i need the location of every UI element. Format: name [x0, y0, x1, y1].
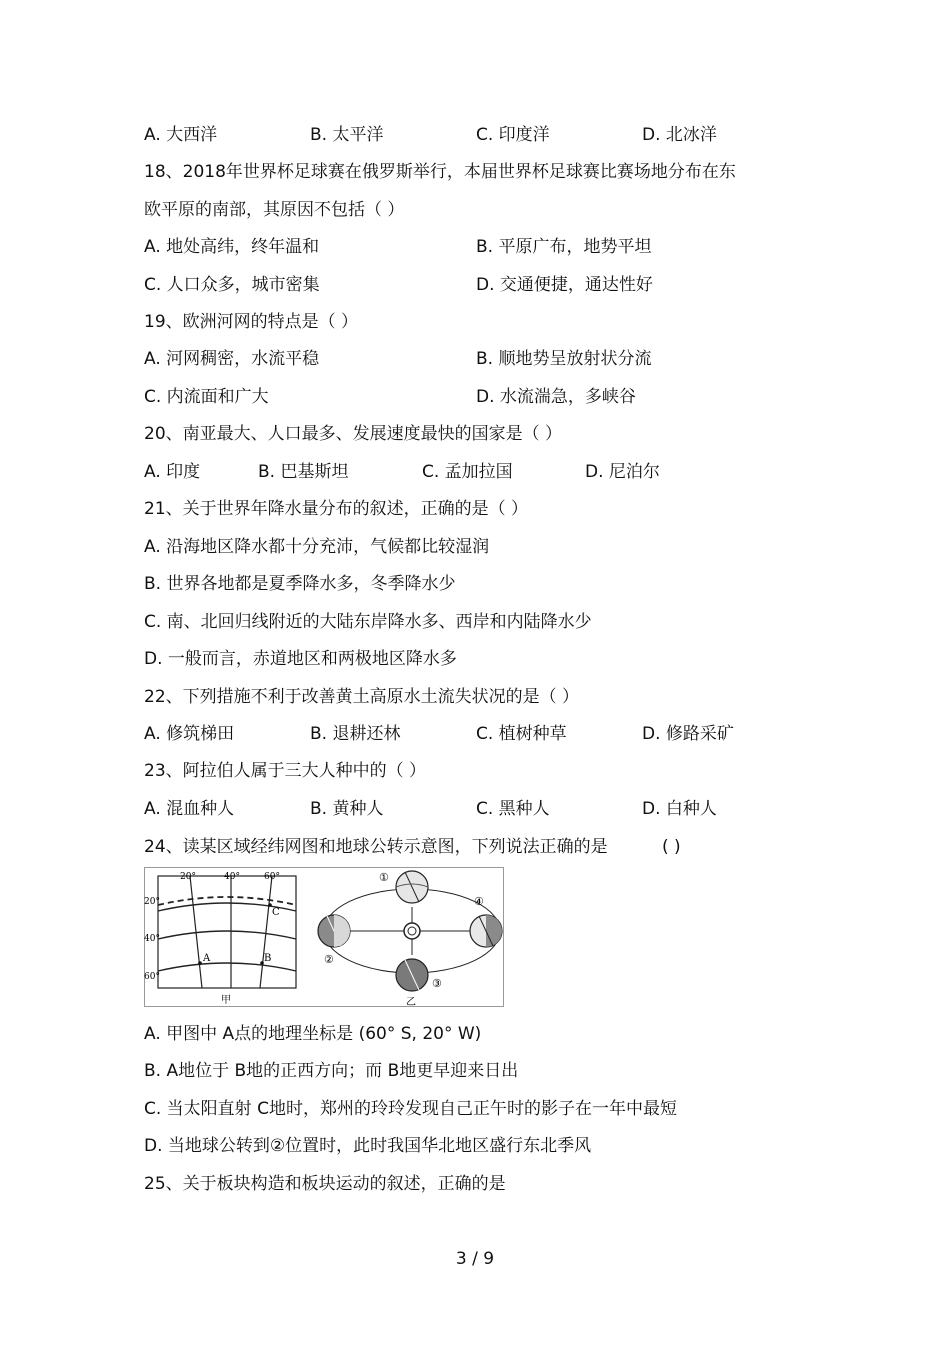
- lon-label-60: 60°: [264, 872, 280, 882]
- q19-option-a: A. 河网稠密，水流平稳: [144, 349, 320, 369]
- q18-option-b: B. 平原广布，地势平坦: [476, 237, 652, 257]
- q18-stem-line2: 欧平原的南部，其原因不包括（ ）: [144, 200, 405, 220]
- caption-jia: 甲: [221, 995, 231, 1006]
- earth-position-2: [318, 915, 350, 947]
- point-c-label: C: [272, 907, 280, 918]
- q23-option-c: C. 黑种人: [476, 799, 550, 819]
- point-a-marker: [198, 961, 202, 965]
- q22-stem: 22、下列措施不利于改善黄土高原水土流失状况的是（ ）: [144, 687, 580, 707]
- q22-option-b: B. 退耕还林: [310, 724, 401, 744]
- q19-option-c: C. 内流面和广大: [144, 387, 269, 407]
- q24-option-b: B. A地位于 B地的正西方向；而 B地更早迎来日出: [144, 1061, 519, 1081]
- q18-option-d: D. 交通便捷，通达性好: [476, 275, 653, 295]
- q17-option-b: B. 太平洋: [310, 125, 384, 145]
- lat-label-40: 40°: [144, 934, 160, 944]
- page-number: 3 / 9: [455, 1249, 495, 1269]
- q24-option-a: A. 甲图中 A点的地理坐标是 (60° S, 20° W): [144, 1024, 482, 1044]
- earth-position-3: [396, 959, 428, 991]
- q20-option-a: A. 印度: [144, 462, 201, 482]
- q23-option-a: A. 混血种人: [144, 799, 235, 819]
- earth-position-1: [396, 871, 428, 903]
- position-label-1: ①: [379, 871, 389, 884]
- q18-stem-line1: 18、2018年世界杯足球赛在俄罗斯举行，本届世界杯足球赛比赛场地分布在东: [144, 162, 736, 182]
- q20-stem: 20、南亚最大、人口最多、发展速度最快的国家是（ ）: [144, 424, 563, 444]
- lat-label-20: 20°: [144, 897, 160, 907]
- q23-option-d: D. 白种人: [642, 799, 717, 819]
- position-label-3: ③: [432, 977, 442, 990]
- q17-option-a: A. 大西洋: [144, 125, 218, 145]
- position-label-4: ④: [474, 895, 484, 908]
- position-label-2: ②: [324, 953, 334, 966]
- q19-option-d: D. 水流湍急，多峡谷: [476, 387, 636, 407]
- q21-option-d: D. 一般而言，赤道地区和两极地区降水多: [144, 649, 457, 669]
- q21-option-b: B. 世界各地都是夏季降水多，冬季降水少: [144, 574, 456, 594]
- lon-label-20: 20°: [180, 872, 196, 882]
- q23-stem: 23、阿拉伯人属于三大人种中的（ ）: [144, 761, 427, 781]
- q19-stem: 19、欧洲河网的特点是（ ）: [144, 312, 359, 332]
- q21-option-a: A. 沿海地区降水都十分充沛，气候都比较湿润: [144, 537, 490, 557]
- q22-option-c: C. 植树种草: [476, 724, 567, 744]
- q22-option-d: D. 修路采矿: [642, 724, 734, 744]
- caption-yi: 乙: [406, 997, 416, 1007]
- q20-option-d: D. 尼泊尔: [585, 462, 660, 482]
- q24-option-d: D. 当地球公转到②位置时，此时我国华北地区盛行东北季风: [144, 1136, 592, 1156]
- point-a-label: A: [203, 953, 211, 964]
- q22-option-a: A. 修筑梯田: [144, 724, 235, 744]
- earth-position-4: [470, 915, 502, 947]
- q20-option-b: B. 巴基斯坦: [258, 462, 349, 482]
- q18-option-c: C. 人口众多，城市密集: [144, 275, 320, 295]
- q21-option-c: C. 南、北回归线附近的大陆东岸降水多、西岸和内陆降水少: [144, 612, 592, 632]
- q25-stem: 25、关于板块构造和板块运动的叙述，正确的是: [144, 1174, 506, 1194]
- q21-stem: 21、关于世界年降水量分布的叙述，正确的是（ ）: [144, 499, 529, 519]
- point-b-label: B: [264, 953, 272, 964]
- q24-stem: 24、读某区域经纬网图和地球公转示意图，下列说法正确的是: [144, 837, 608, 857]
- lat-label-60: 60°: [144, 972, 160, 982]
- q23-option-b: B. 黄种人: [310, 799, 384, 819]
- q20-option-c: C. 孟加拉国: [422, 462, 513, 482]
- q18-option-a: A. 地处高纬，终年温和: [144, 237, 320, 257]
- q24-figure: [144, 867, 504, 1007]
- q17-option-d: D. 北冰洋: [642, 125, 717, 145]
- q24-option-c: C. 当太阳直射 C地时，郑州的玲玲发现自己正午时的影子在一年中最短: [144, 1099, 677, 1119]
- lon-label-40: 40°: [224, 872, 240, 882]
- q19-option-b: B. 顺地势呈放射状分流: [476, 349, 652, 369]
- q24-answer-paren: ( ): [662, 837, 681, 857]
- sun-icon: [404, 923, 420, 939]
- q17-option-c: C. 印度洋: [476, 125, 550, 145]
